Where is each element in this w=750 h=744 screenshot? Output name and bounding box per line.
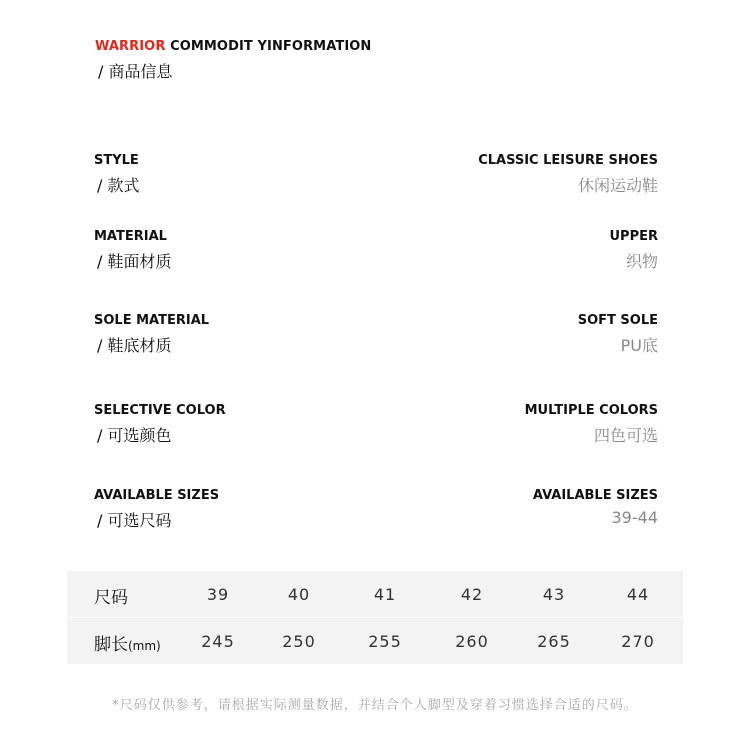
foot-length-unit: (mm) [128, 639, 161, 653]
spec-value-cn: PU底 [620, 336, 658, 355]
spec-label-en: AVAILABLE SIZES [94, 488, 220, 503]
foot-length-cell: 270 [621, 632, 655, 651]
foot-length-cell: 260 [455, 632, 489, 651]
spec-value-cn: 39-44 [611, 508, 658, 527]
spec-value-en: AVAILABLE SIZES [532, 488, 658, 503]
spec-row-material [0, 229, 750, 273]
brand-name: WARRIOR [95, 39, 166, 54]
foot-length-label [94, 630, 161, 655]
size-cell: 43 [542, 585, 566, 604]
spec-label-cn: / 款式 [97, 176, 140, 195]
spec-label-cn: / 鞋底材质 [97, 336, 172, 355]
spec-row-color [0, 403, 750, 447]
section-title-en: COMMODIT YINFORMATION [165, 39, 372, 54]
spec-label-en: SOLE MATERIAL [94, 313, 210, 328]
size-row-label: 尺码 [94, 588, 128, 608]
foot-length-cell: 265 [537, 632, 571, 651]
spec-value-cn: 四色可选 [593, 426, 658, 445]
spec-row-sole-material [0, 313, 750, 357]
section-title [95, 39, 371, 54]
size-row [67, 571, 683, 617]
size-cell: 40 [287, 585, 311, 604]
spec-value-en: SOFT SOLE [577, 313, 658, 328]
spec-value-cn: 休闲运动鞋 [577, 176, 658, 195]
foot-length-cell: 255 [368, 632, 402, 651]
spec-label-cn: / 鞋面材质 [97, 252, 172, 271]
spec-label-cn: / 可选尺码 [97, 511, 172, 530]
spec-label-en: MATERIAL [94, 229, 167, 244]
spec-label-en: SELECTIVE COLOR [94, 403, 226, 418]
spec-row-sizes [0, 488, 750, 532]
foot-length-cell: 245 [201, 632, 235, 651]
size-chart-table [67, 571, 683, 664]
size-cell: 39 [206, 585, 230, 604]
size-cell: 42 [460, 585, 484, 604]
spec-value-en: MULTIPLE COLORS [524, 403, 658, 418]
spec-label-cn: / 可选颜色 [97, 426, 172, 445]
spec-row-style [0, 153, 750, 197]
spec-value-cn: 织物 [625, 252, 658, 271]
foot-length-label-text: 脚长 [94, 635, 128, 655]
foot-length-cell: 250 [282, 632, 316, 651]
spec-value-en: UPPER [609, 229, 658, 244]
size-cell: 41 [373, 585, 397, 604]
size-disclaimer-note: *尺码仅供参考，请根据实际测量数据，并结合个人脚型及穿着习惯选择合适的尺码。 [112, 698, 638, 713]
spec-value-en: CLASSIC LEISURE SHOES [478, 153, 658, 168]
spec-label-en: STYLE [94, 153, 139, 168]
foot-length-row [67, 618, 683, 664]
section-title-cn: / 商品信息 [98, 62, 173, 81]
size-cell: 44 [626, 585, 650, 604]
